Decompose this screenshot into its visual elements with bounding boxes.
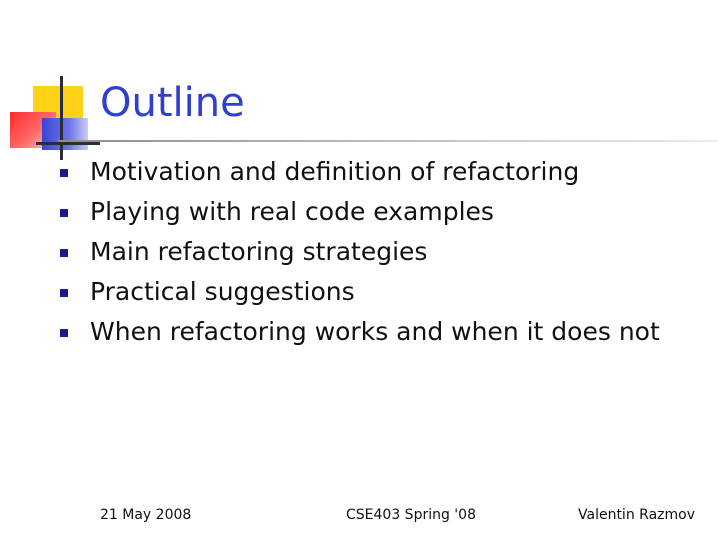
bullet-text: Playing with real code examples — [90, 197, 494, 226]
slide-title: Outline — [100, 80, 245, 126]
decorative-horizontal-line — [36, 142, 100, 145]
footer-author: Valentin Razmov — [578, 507, 695, 523]
bullet-text: Practical suggestions — [90, 277, 355, 306]
square-bullet-icon — [60, 169, 68, 177]
square-bullet-icon — [60, 329, 68, 337]
bullet-text: Main refactoring strategies — [90, 237, 428, 266]
footer-date: 21 May 2008 — [100, 507, 192, 523]
decorative-blue-square — [42, 118, 88, 150]
footer-course: CSE403 Spring '08 — [346, 507, 476, 523]
square-bullet-icon — [60, 249, 68, 257]
title-divider — [58, 140, 718, 142]
bullet-text: When refactoring works and when it does not — [90, 317, 660, 346]
bullet-text: Motivation and definition of refactoring — [90, 157, 580, 186]
decorative-vertical-line — [60, 76, 63, 160]
square-bullet-icon — [60, 289, 68, 297]
square-bullet-icon — [60, 209, 68, 217]
